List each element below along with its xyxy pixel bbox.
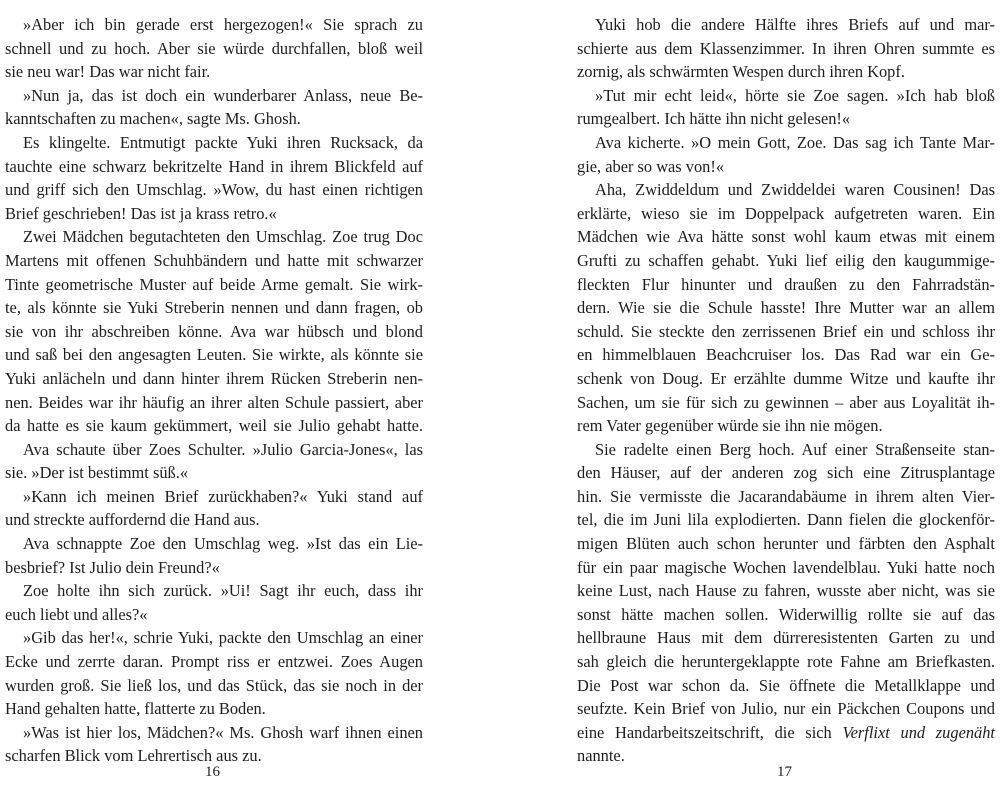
line-text: Die Post war schon da. Sie öffnete die Metallklappe und (577, 675, 995, 695)
line-text: »Aber ich bin gerade erst hergezogen!« Sie sprach zu (23, 15, 423, 34)
text-line (577, 84, 995, 108)
text-line (5, 84, 423, 108)
line-text: nen. Beides war ihr häufig an ihrer alten Schule passiert, aber (5, 392, 423, 412)
line-text: schuld. Sie steckte den zerrissenen Brief ein und schloss ihr (577, 321, 995, 341)
line-text: »Kann ich meinen Brief zurückhaben?« Yuki stand auf (23, 486, 423, 506)
line-text: schnell und zu hoch. Aber sie würde durchfallen, bloß weil (5, 38, 423, 58)
text-line (5, 556, 423, 580)
line-text: Ava schnappte Zoe den Umschlag weg. »Ist das ein Lie- (23, 534, 423, 554)
text-line (5, 697, 423, 721)
line-text: sie von ihr abschreiben könne. Ava war hübsch und blond (5, 321, 423, 341)
text-line (577, 60, 995, 84)
text-line (5, 273, 423, 297)
text-line (577, 296, 995, 320)
line-text: Martens mit offenen Schuhbändern und hatte mit schwarzer (5, 250, 423, 270)
line-text: Es klingelte. Entmutigt packte Yuki ihren Rucksack, da (23, 132, 423, 152)
line-text: eine Handarbeitszeitschrift, die sich (577, 722, 843, 742)
right-page-text (577, 13, 995, 768)
text-line (577, 674, 995, 698)
line-text: te, als könnte sie Yuki Streberin nennen und dann fragen, ob (5, 298, 423, 318)
text-line (5, 107, 423, 131)
left-page-number: 16 (205, 764, 220, 780)
line-text: da hatte es sie kaum gekümmert, weil sie Julio gehabt hatte. (5, 416, 423, 436)
line-text: gie, aber so was von!« (577, 156, 725, 176)
line-text: Aha, Zwiddeldum und Zwiddeldei waren Cousinen! Das (595, 180, 995, 200)
line-text: Yuki hob die andere Hälfte ihres Briefs auf und mar- (595, 15, 995, 34)
text-line (5, 225, 423, 249)
text-line (5, 626, 423, 650)
line-text: en himmelblauen Beachcruiser los. Das Rad war ein Ge- (577, 345, 995, 365)
line-text: Sachen, um sie für sich zu gewinnen – aber aus Loyalität ih- (577, 392, 995, 412)
line-text: euch liebt und alles?« (5, 604, 148, 624)
text-line (577, 37, 995, 61)
line-text: Sie radelte einen Berg hoch. Auf einer Straßenseite stan- (595, 439, 995, 459)
line-text: sah gleich die heruntergeklappte rote Fahne am Briefkasten. (577, 652, 995, 672)
line-text: »Was ist hier los, Mädchen?« Ms. Ghosh warf ihnen einen (23, 722, 423, 742)
line-text: Tinte geometrische Muster auf beide Arme gemalt. Sie wirk- (5, 274, 423, 294)
text-line (577, 225, 995, 249)
line-text: Mädchen wie Ava hätte sonst wohl kaum etwas mit einem (577, 227, 995, 247)
text-line (5, 438, 423, 462)
line-text: Ava schaute über Zoes Schulter. »Julio Garcia-Jones«, las (23, 439, 423, 459)
text-line (577, 414, 995, 438)
line-text: sie neu war! Das war nicht fair. (5, 62, 211, 82)
text-line (577, 579, 995, 603)
line-text: und griff sich den Umschlag. »Wow, du hast einen richtigen (5, 180, 423, 200)
text-line (5, 37, 423, 61)
text-line (5, 249, 423, 273)
text-line (577, 461, 995, 485)
line-text: Grufti zu schaffen gehabt. Yuki lief eilig den kaugummige- (577, 250, 995, 270)
line-text: und saß bei den angesagten Leuten. Sie wirkte, als könnte sie (5, 345, 423, 365)
text-line (577, 721, 995, 745)
line-text: Ava kicherte. »O mein Gott, Zoe. Das sag ich Tante Mar- (595, 132, 995, 152)
text-line (5, 485, 423, 509)
line-text: schierte aus dem Klassenzimmer. In ihren Ohren summte es (577, 38, 995, 58)
text-line (577, 131, 995, 155)
line-text: zornig, als schwärmten Wespen durch ihren Kopf. (577, 62, 905, 82)
text-line (5, 320, 423, 344)
line-text: hin. Sie vermisste die Jacarandabäume in ihrem alten Vier- (577, 486, 995, 506)
text-line (5, 603, 423, 627)
text-line (5, 202, 423, 226)
line-text: Brief geschrieben! Das ist ja krass retro.« (5, 203, 277, 223)
text-line (5, 391, 423, 415)
text-line (5, 178, 423, 202)
line-text: wurden groß. Sie ließ los, und das Stück, das sie noch in der (5, 675, 423, 695)
text-line (5, 131, 423, 155)
text-line (577, 603, 995, 627)
line-text: migen Blüten auch schon herunter und färbten den Asphalt (577, 534, 995, 554)
text-line (5, 367, 423, 391)
text-line (577, 697, 995, 721)
text-line (577, 273, 995, 297)
line-text: tel, die im Juni lila explodierten. Dann fielen die glockenför- (577, 510, 995, 530)
text-line (5, 60, 423, 84)
text-line (5, 674, 423, 698)
line-text: Zoe holte ihn sich zurück. »Ui! Sagt ihr euch, dass ihr (23, 581, 423, 601)
text-line (577, 249, 995, 273)
line-text: fleckten Flur hinunter und draußen zu den Fahrradstän- (577, 274, 995, 294)
text-line (5, 13, 423, 37)
line-text: und streckte auffordernd die Hand aus. (5, 510, 260, 530)
text-line (577, 367, 995, 391)
line-text: erklärte, wieso sie im Doppelpack aufgetreten waren. Ein (577, 203, 995, 223)
text-line (577, 532, 995, 556)
text-line (577, 508, 995, 532)
text-line (577, 650, 995, 674)
line-text: Yuki anlächeln und dann hinter ihrem Rücken Streberin nen- (5, 368, 423, 388)
text-line (577, 438, 995, 462)
line-text: dern. Wie sie die Schule hasste! Ihre Mutter war an allem (577, 298, 995, 318)
line-text: tauchte eine schwarz bekritzelte Hand in ihrem Blickfeld auf (5, 156, 423, 176)
line-text: hellbraune Haus mit dem dürreresistenten Garten zu und (577, 628, 995, 648)
text-line (5, 508, 423, 532)
text-line (577, 202, 995, 226)
line-text: rumgealbert. Ich hätte ihn nicht gelesen!« (577, 109, 851, 129)
line-text: keine Lust, nach Hause zu fahren, wusste aber nicht, was sie (577, 581, 995, 601)
text-line (577, 178, 995, 202)
text-line (577, 556, 995, 580)
text-line (577, 13, 995, 37)
line-text: den Häuser, auf der anderen zog sich eine Zitrusplantage (577, 463, 995, 483)
line-text: sie. »Der ist bestimmt süß.« (5, 463, 189, 483)
left-page-text (5, 13, 423, 768)
text-line (5, 532, 423, 556)
line-text: sonst hätte machen sollen. Widerwillig rollte sie auf das (577, 604, 995, 624)
right-page-number: 17 (777, 764, 792, 780)
line-text: für ein paar magische Wochen lavendelblau. Yuki hatte noch (577, 557, 995, 577)
line-text: rem Vater gegenüber würde sie ihn nie mögen. (577, 416, 883, 436)
text-line (577, 343, 995, 367)
right-page (500, 0, 1000, 800)
text-line (577, 485, 995, 509)
text-line (577, 391, 995, 415)
line-text: kanntschaften zu machen«, sagte Ms. Ghosh. (5, 109, 301, 129)
line-text: Hand gehalten hatte, flatterte zu Boden. (5, 699, 266, 719)
italic-title: Verflixt und zugenäht (842, 722, 995, 742)
text-line (577, 107, 995, 131)
line-text: »Gib das her!«, schrie Yuki, packte den Umschlag an einer (23, 628, 423, 648)
line-text: nannte. (577, 746, 625, 766)
text-line (5, 650, 423, 674)
text-line (5, 721, 423, 745)
line-text: seufzte. Kein Brief von Julio, nur ein Päckchen Coupons und (577, 699, 995, 719)
text-line (577, 155, 995, 179)
text-line (5, 414, 423, 438)
line-text: schenk von Doug. Er erzählte dumme Witze und kaufte ihr (577, 368, 995, 388)
line-text: besbrief? Ist Julio dein Freund?« (5, 557, 220, 577)
line-text: Ecke und zerrte daran. Prompt riss er entzwei. Zoes Augen (5, 652, 423, 672)
text-line (577, 320, 995, 344)
text-line (5, 296, 423, 320)
line-text: scharfen Blick vom Lehrertisch aus zu. (5, 746, 262, 766)
line-text: Zwei Mädchen begutachteten den Umschlag. Zoe trug Doc (23, 227, 423, 247)
line-text: »Tut mir echt leid«, hörte sie Zoe sagen. »Ich hab bloß (595, 85, 995, 105)
line-text: »Nun ja, das ist doch ein wunderbarer Anlass, neue Be- (23, 85, 423, 105)
text-line (5, 155, 423, 179)
text-line (5, 461, 423, 485)
text-line (5, 343, 423, 367)
text-line (577, 626, 995, 650)
text-line (5, 579, 423, 603)
